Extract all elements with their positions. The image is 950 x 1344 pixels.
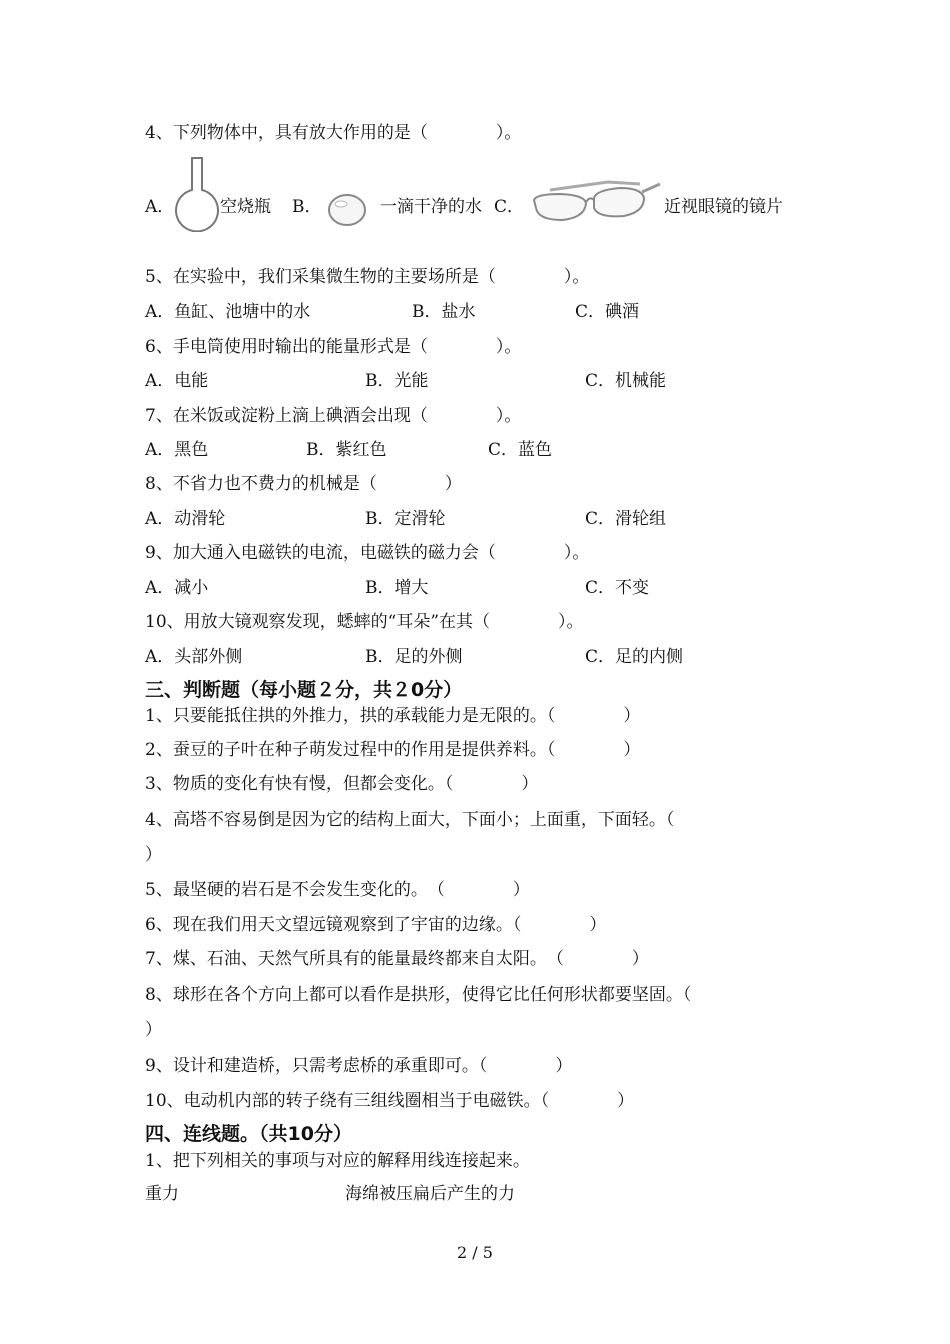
judgement-item-7: 7、煤、石油、天然气所具有的能量最终都来自太阳。 （ ）	[145, 949, 649, 969]
section-4-title: 四、连线题。（共10分）	[145, 1123, 352, 1145]
q7-option-a: A．黑色	[145, 440, 209, 460]
q8-option-b: B．定滑轮	[365, 509, 446, 529]
question-7-stem: 7、在米饭或淀粉上滴上碘酒会出现（ ）。	[145, 406, 522, 426]
q4-option-a-text: 空烧瓶	[220, 197, 271, 217]
q4-option-c-letter: C．	[494, 197, 525, 217]
section-3-title: 三、判断题（每小题２分，共２0分）	[145, 679, 463, 701]
q5-option-c: C．碘酒	[575, 302, 640, 322]
q5-option-b: B．盐水	[412, 302, 476, 322]
q9-option-b: B．增大	[365, 578, 429, 598]
question-10-stem: 10、用放大镜观察发现，蟋蟀的“耳朵”在其（ ）。	[145, 612, 584, 632]
q9-option-c: C．不变	[585, 578, 650, 598]
flask-image	[172, 156, 220, 232]
q7-option-c: C．蓝色	[488, 440, 553, 460]
q7-option-b: B．紫红色	[306, 440, 387, 460]
q6-option-c: C．机械能	[585, 371, 667, 391]
judgement-item-6: 6、现在我们用天文望远镜观察到了宇宙的边缘。（ ）	[145, 915, 607, 935]
page-number: 2 / 5	[457, 1243, 493, 1262]
q6-option-a: A．电能	[145, 371, 209, 391]
question-6-stem: 6、手电筒使用时输出的能量形式是（ ）。	[145, 337, 522, 357]
matching-instruction: 1、把下列相关的事项与对应的解释用线连接起来。	[145, 1151, 530, 1171]
q5-option-a: A．鱼缸、池塘中的水	[145, 302, 311, 322]
q10-option-b: B．足的外侧	[365, 647, 463, 667]
judgement-item-3: 3、物质的变化有快有慢，但都会变化。（ ）	[145, 774, 539, 794]
judgement-item-10: 10、电动机内部的转子绕有三组线圈相当于电磁铁。（ ）	[145, 1091, 635, 1111]
glasses-image	[530, 178, 662, 234]
water-drop-image	[326, 192, 368, 228]
matching-right-item: 海绵被压扁后产生的力	[345, 1184, 515, 1204]
q6-option-b: B．光能	[365, 371, 429, 391]
judgement-item-5: 5、最坚硬的岩石是不会发生变化的。 （ ）	[145, 880, 530, 900]
question-5-stem: 5、在实验中，我们采集微生物的主要场所是（ ）。	[145, 267, 590, 287]
q10-option-a: A．头部外侧	[145, 647, 243, 667]
q4-option-c-text: 近视眼镜的镜片	[664, 197, 783, 217]
judgement-item-2: 2、蚕豆的子叶在种子萌发过程中的作用是提供养料。（ ）	[145, 740, 641, 760]
judgement-item-1: 1、只要能抵住拱的外推力，拱的承载能力是无限的。（ ）	[145, 706, 641, 726]
judgement-item-8: 8、球形在各个方向上都可以看作是拱形，使得它比任何形状都要坚固。（	[145, 985, 692, 1005]
question-8-stem: 8、不省力也不费力的机械是（ ）	[145, 474, 462, 494]
judgement-item-4-continued: ）	[145, 845, 162, 865]
q8-option-a: A．动滑轮	[145, 509, 226, 529]
q8-option-c: C．滑轮组	[585, 509, 667, 529]
question-9-stem: 9、加大通入电磁铁的电流，电磁铁的磁力会（ ）。	[145, 543, 590, 563]
q10-option-c: C．足的内侧	[585, 647, 684, 667]
matching-left-item: 重力	[145, 1184, 179, 1204]
question-4-stem: 4、下列物体中，具有放大作用的是（ ）。	[145, 123, 522, 143]
judgement-item-9: 9、设计和建造桥，只需考虑桥的承重即可。（ ）	[145, 1056, 573, 1076]
judgement-item-4: 4、高塔不容易倒是因为它的结构上面大，下面小；上面重，下面轻。（	[145, 810, 675, 830]
judgement-item-8-continued: ）	[145, 1020, 162, 1040]
q9-option-a: A．减小	[145, 578, 209, 598]
q4-option-b-letter: B．	[292, 197, 322, 217]
q4-option-b-text: 一滴干净的水	[380, 197, 482, 217]
q4-option-a-letter: A．	[145, 197, 175, 217]
